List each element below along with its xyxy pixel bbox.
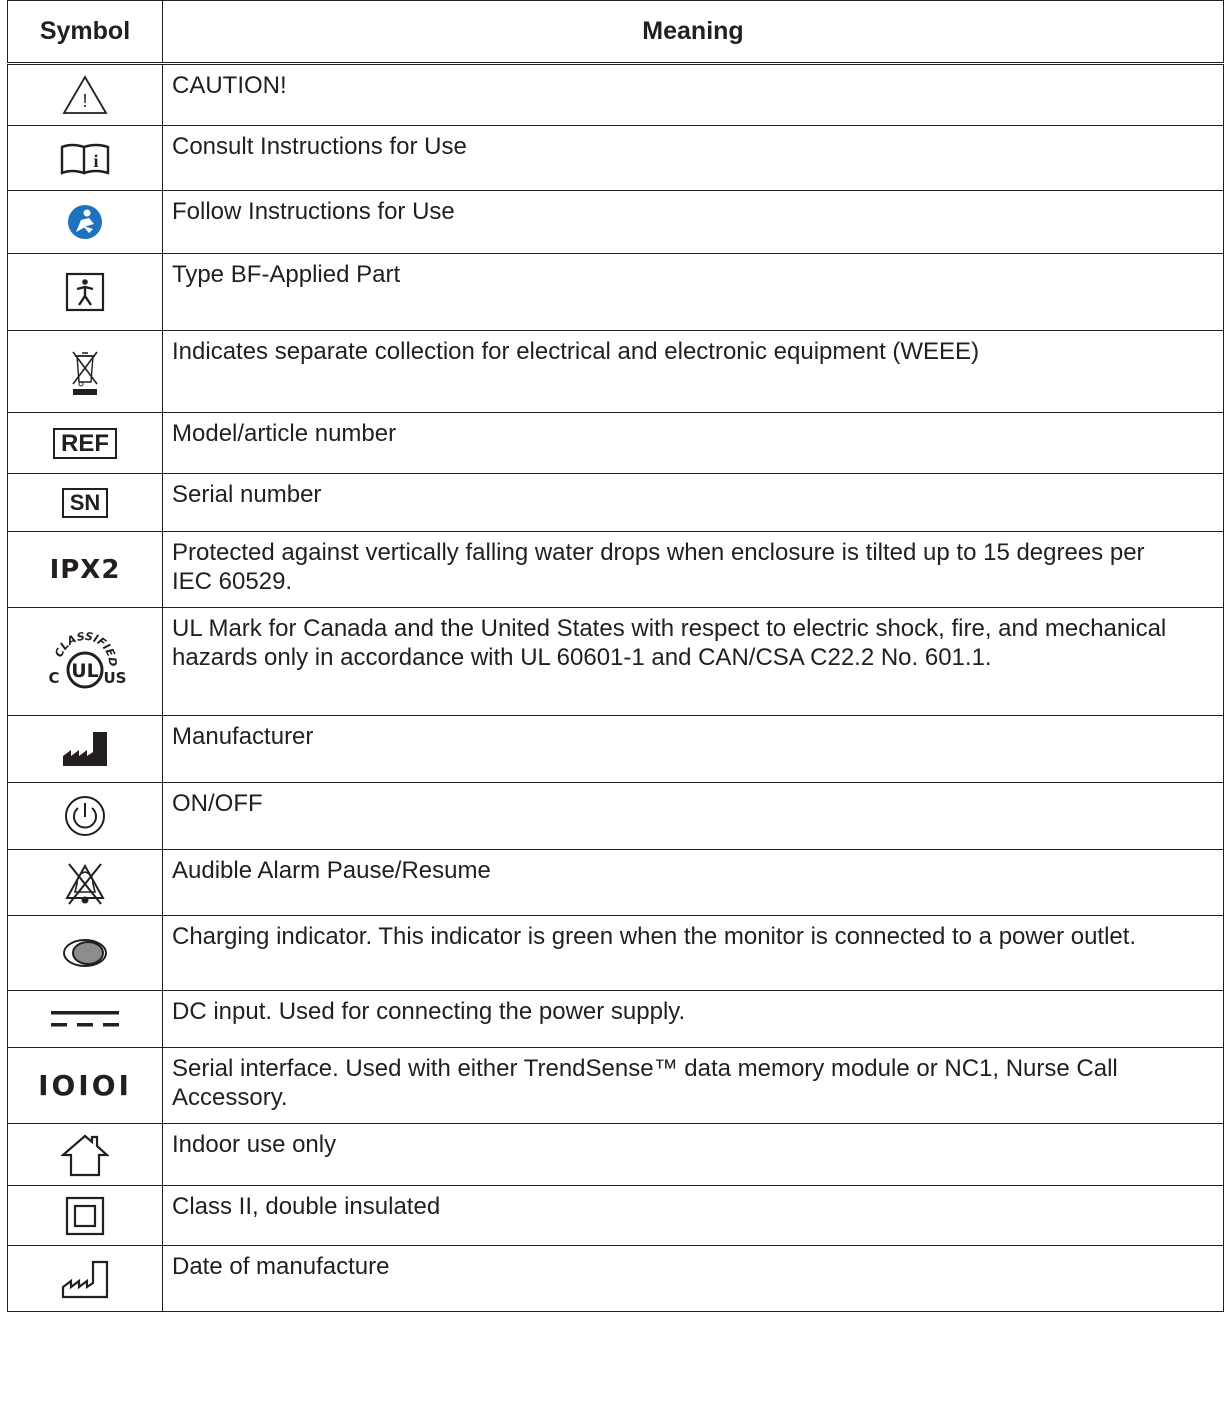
meaning-cell: Manufacturer [163, 716, 1224, 783]
table-row [8, 532, 1224, 608]
meaning-cell: CAUTION! [163, 64, 1224, 126]
meaning-cell: Consult Instructions for Use [163, 126, 1224, 191]
meaning-cell: Model/article number [163, 413, 1224, 474]
meaning-cell: ON/OFF [163, 783, 1224, 850]
meaning-cell: Indicates separate collection for electrical and electronic equipment (WEEE) [163, 331, 1224, 413]
caution-triangle-icon [62, 74, 108, 116]
meaning-cell: Protected against vertically falling water drops when enclosure is tilted up to 15 degrees per IEC 60529. [163, 532, 1224, 608]
power-on-off-icon [64, 795, 106, 837]
consult-instructions-book-icon [59, 141, 111, 175]
meaning-cell: Date of manufacture [163, 1246, 1224, 1312]
serial-interface-icon: IOIOI [38, 1069, 132, 1102]
table-row [8, 254, 1224, 331]
class-ii-double-square-icon [65, 1196, 105, 1236]
table-row [8, 608, 1224, 716]
table-row [8, 916, 1224, 991]
table-row [8, 331, 1224, 413]
charging-indicator-icon [61, 938, 109, 968]
indoor-use-house-icon [61, 1133, 109, 1177]
meaning-cell: Charging indicator. This indicator is green when the monitor is connected to a power outlet. [163, 916, 1224, 991]
svg-text:!: ! [82, 91, 88, 111]
dc-input-icon [49, 1008, 121, 1030]
meaning-cell: DC input. Used for connecting the power supply. [163, 991, 1224, 1048]
svg-text:UL: UL [71, 659, 99, 682]
meaning-cell: Class II, double insulated [163, 1186, 1224, 1246]
table-row [8, 474, 1224, 532]
header-meaning: Meaning [163, 1, 1224, 64]
header-row [8, 1, 1224, 64]
table-row [8, 1048, 1224, 1124]
weee-crossed-bin-icon [70, 348, 100, 396]
table-row [8, 64, 1224, 126]
meaning-cell: Serial number [163, 474, 1224, 532]
sn-box-icon: SN [62, 488, 109, 518]
table-row [8, 1186, 1224, 1246]
date-of-manufacture-factory-icon [61, 1259, 109, 1299]
meaning-cell: Serial interface. Used with either TrendSense™ data memory module or NC1, Nurse Call Accessory. [163, 1048, 1224, 1124]
symbols-table [7, 0, 1224, 1312]
table-row [8, 1124, 1224, 1186]
table-row [8, 991, 1224, 1048]
meaning-cell: Indoor use only [163, 1124, 1224, 1186]
ref-box-icon: REF [53, 428, 117, 459]
meaning-cell: Audible Alarm Pause/Resume [163, 850, 1224, 916]
table-row [8, 1246, 1224, 1312]
header-symbol: Symbol [8, 1, 163, 64]
svg-text:i: i [93, 151, 99, 171]
table-row [8, 850, 1224, 916]
meaning-cell: Follow Instructions for Use [163, 191, 1224, 254]
follow-instructions-blue-icon [67, 204, 103, 240]
meaning-cell: Type BF-Applied Part [163, 254, 1224, 331]
ipx2-text-icon: IPX2 [49, 554, 121, 585]
table-row [8, 716, 1224, 783]
table-row [8, 191, 1224, 254]
ul-classified-mark-icon [35, 624, 135, 700]
alarm-pause-icon [63, 860, 107, 906]
table-row [8, 126, 1224, 191]
table-row [8, 783, 1224, 850]
manufacturer-factory-icon [61, 730, 109, 768]
meaning-cell: UL Mark for Canada and the United States with respect to electric shock, fire, and mechanical hazards only in accordance with UL 60601-1 and CAN/CSA C22.2 No. 601.1. [163, 608, 1224, 716]
type-bf-applied-part-icon [65, 272, 105, 312]
svg-text:C: C [48, 668, 60, 687]
svg-text:US: US [103, 668, 127, 687]
table-row [8, 413, 1224, 474]
svg-text:CLASSIFIED: CLASSIFIED [52, 629, 120, 667]
